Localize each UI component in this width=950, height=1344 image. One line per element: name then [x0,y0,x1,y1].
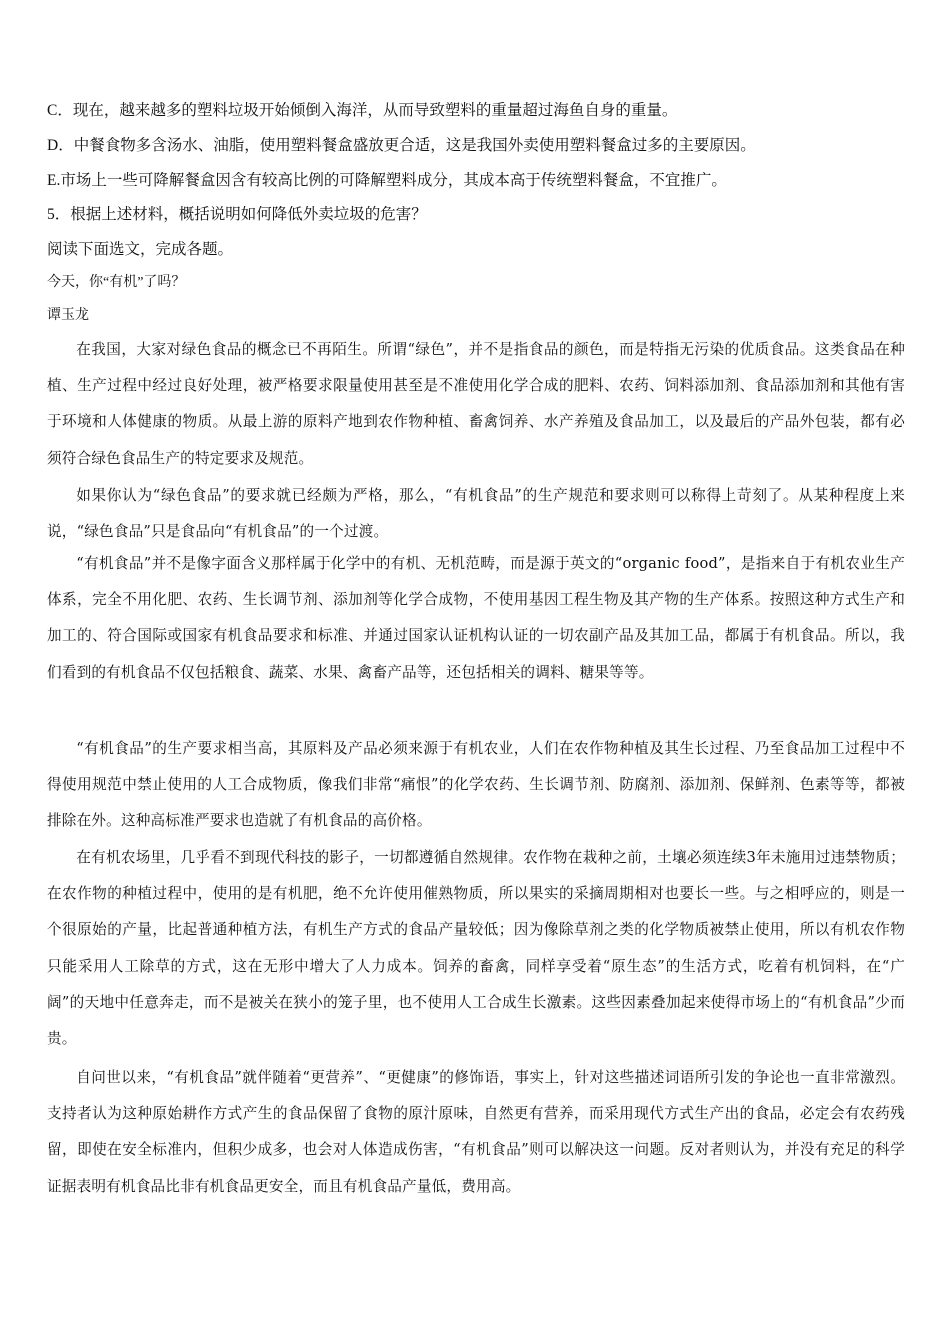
article-paragraph-1: 在我国，大家对绿色食品的概念已不再陌生。所谓“绿色”，并不是指食品的颜色，而是特指无污染的优质食品。这类食品在种植、生产过程中经过良好处理，被严格要求限量使用甚至是不准使用化学合成的肥料、农药、饲料添加剂、食品添加剂和其他有害于环境和人体健康的物质。从最上游的原料产地到农作物种植、畜禽饲养、水产养殖及食品加工，以及最后的产品外包装，都有必须符合绿色食品生产的特定要求及规范。 [47,341,905,467]
article-paragraph-2: 如果你认为“绿色食品”的要求就已经颇为严格，那么，“有机食品”的生产规范和要求则可以称得上苛刻了。从某种程度上来说，“绿色食品”只是食品向“有机食品”的一个过渡。 [47,487,905,541]
option-c: C．现在，越来越多的塑料垃圾开始倾倒入海洋，从而导致塑料的重量超过海鱼自身的重量。 [47,102,678,119]
question-5: 5．根据上述材料，概括说明如何降低外卖垃圾的危害？ [47,206,427,223]
article-paragraph-3: “有机食品”并不是像字面含义那样属于化学中的有机、无机范畴，而是源于英文的“organic food”，是指来自于有机农业生产体系，完全不用化肥、农药、生长调节剂、添加剂等化学合成物，不使用基因工程生物及其产物的生产体系。按照这种方式生产和加工的、符合国际或国家有机食品要求和标准、并通过国家认证机构认证的一切农副产品及其加工品，都属于有机食品。所以，我们看到的有机食品不仅包括粮食、蔬菜、水果、禽畜产品等，还包括相关的调料、糖果等等。 [47,555,905,681]
article-title: 今天，你“有机”了吗？ [47,275,186,290]
option-d: D．中餐食物多含汤水、油脂，使用塑料餐盒盛放更合适，这是我国外卖使用塑料餐盒过多的主要原因。 [47,137,756,154]
article-author: 谭玉龙 [47,308,89,323]
option-e: E.市场上一些可降解餐盒因含有较高比例的可降解塑料成分，其成本高于传统塑料餐盒，不宜推广。 [47,172,727,189]
article-paragraph-5: 在有机农场里，几乎看不到现代科技的影子，一切都遵循自然规律。农作物在栽种之前，土壤必须连续3年未施用过违禁物质；在农作物的种植过程中，使用的是有机肥，绝不允许使用催熟物质，所以果实的采摘周期相对也要长一些。与之相呼应的，则是一个很原始的产量，比起普通种植方法，有机生产方式的食品产量较低；因为像除草剂之类的化学物质被禁止使用，所以有机农作物只能采用人工除草的方式，这在无形中增大了人力成本。饲养的畜禽，同样享受着“原生态”的生活方式，吃着有机饲料，在“广阔”的天地中任意奔走，而不是被关在狭小的笼子里，也不使用人工合成生长激素。这些因素叠加起来使得市场上的“有机食品”少而贵。 [47,849,905,1048]
reading-instruction: 阅读下面选文，完成各题。 [47,241,234,258]
article-paragraph-4: “有机食品”的生产要求相当高，其原料及产品必须来源于有机农业，人们在农作物种植及其生长过程、乃至食品加工过程中不得使用规范中禁止使用的人工合成物质，像我们非常“痛恨”的化学农药、生长调节剂、防腐剂、添加剂、保鲜剂、色素等等，都被排除在外。这种高标准严要求也造就了有机食品的高价格。 [47,740,905,830]
article-paragraph-6: 自问世以来，“有机食品”就伴随着“更营养”、“更健康”的修饰语，事实上，针对这些描述词语所引发的争论也一直非常激烈。支持者认为这种原始耕作方式产生的食品保留了食物的原汁原味，自然更有营养，而采用现代方式生产出的食品，必定会有农药残留，即使在安全标准内，但积少成多，也会对人体造成伤害，“有机食品”则可以解决这一问题。反对者则认为，并没有充足的科学证据表明有机食品比非有机食品更安全，而且有机食品产量低，费用高。 [47,1069,905,1195]
